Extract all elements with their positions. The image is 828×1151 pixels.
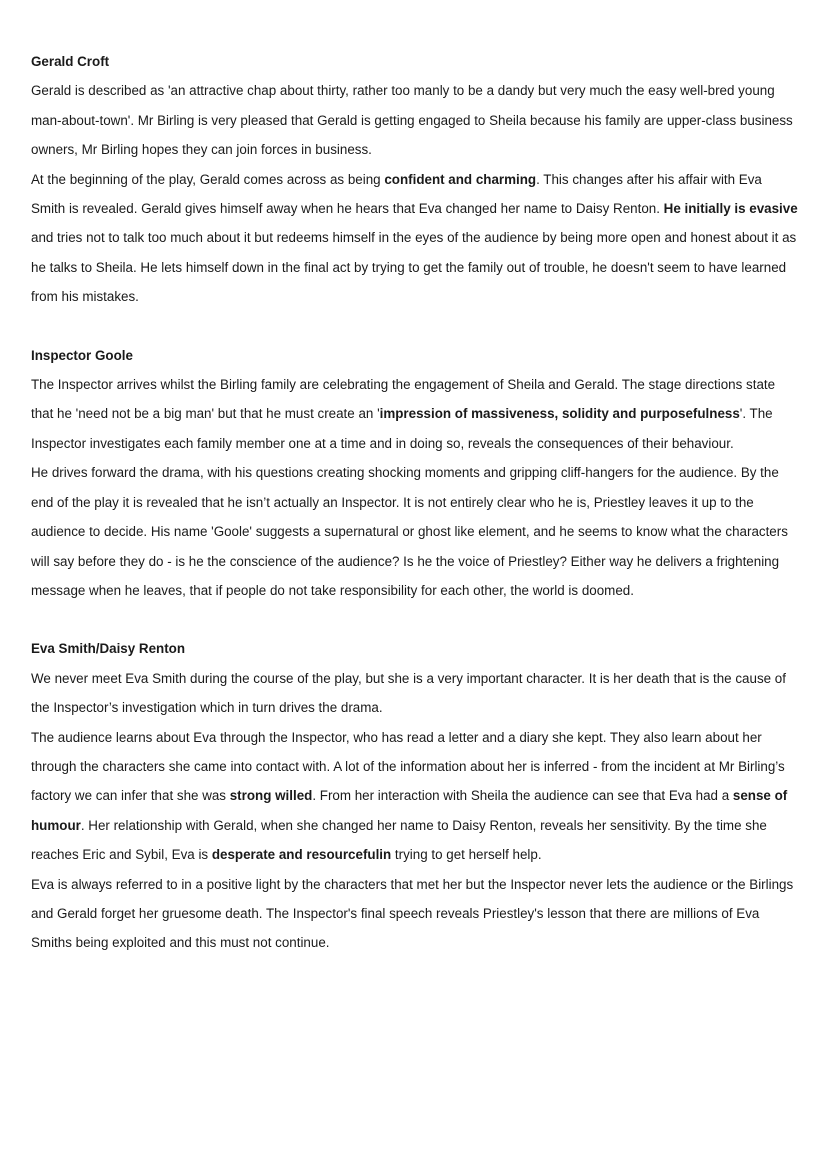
emphasis-text: sense of humour: [31, 788, 788, 833]
section-heading: Eva Smith/Daisy Renton: [31, 641, 186, 657]
section-heading: Gerald Croft: [31, 54, 110, 69]
emphasis-text: impression of massiveness, solidity and purposefulness: [379, 406, 740, 422]
text-run: . Her relationship with Gerald, when she changed her name to Daisy Renton, reveals her sensitivity. By the time she reaches Eric and Sybil, Eva is: [31, 817, 767, 863]
text-run: At the beginning of the play, Gerald comes across as being: [31, 171, 385, 187]
text-run: The Inspector arrives whilst the Birling family are celebrating the engagement of Sheila and Gerald. The stage directions state that he 'need not be a big man' but that he must create an ': [31, 377, 776, 422]
text-run: The audience learns about Eva through the Inspector, who has read a letter and a diary she kept. They also learn about her through the characters she came into contact with. A lot of the information about her is inferred - from the incident at Mr Birling’s factory we can infer that she was: [31, 729, 785, 804]
text-run: Eva is always referred to in a positive light by the characters that met her but the Inspector never lets the audience or the Birlings and Gerald forget her gruesome death. The Inspector's final speech reveals Priestley's lesson that there are millions of Eva Smiths being exploited and this must not continue.: [31, 876, 794, 951]
text-run: . From her interaction with Sheila the audience can see that Eva had a: [312, 788, 733, 804]
emphasis-text: He initially is evasive: [663, 201, 798, 217]
text-run: We never meet Eva Smith during the course of the play, but she is a very important character. It is her death that is the cause of the Inspector’s investigation which in turn drives the drama.: [31, 670, 786, 716]
paragraph: [31, 870, 798, 958]
paragraph: [31, 458, 798, 605]
text-run: '. The Inspector investigates each family member one at a time and in doing so, reveals the consequences of their behaviour.: [31, 406, 773, 451]
section-gerald-croft: [31, 47, 798, 312]
paragraph: [31, 664, 798, 723]
text-run: He drives forward the drama, with his questions creating shocking moments and gripping cliff-hangers for the audience. By the end of the play it is revealed that he isn’t actually an Inspector. It is not entirely clear who he is, Priestley leaves it up to the audience to decide. His name 'Goole' suggests a supernatural or ghost like element, and he seems to know what the characters will say before they do - is he the conscience of the audience? Is he the voice of Priestley? Either way he delivers a frightening message when he leaves, that if people do not take responsibility for each other, the world is doomed.: [31, 465, 788, 598]
text-run: and tries not to talk too much about it but redeems himself in the eyes of the audience by being more open and honest about it as he talks to Sheila. He lets himself down in the final act by trying to get the family out of trouble, he doesn't seem to have learned from his mistakes.: [31, 230, 797, 305]
emphasis-text: desperate and resourcefulin: [211, 847, 392, 863]
text-run: Gerald is described as 'an attractive chap about thirty, rather too manly to be a dandy but very much the easy well-bred young man-about-town'. Mr Birling is very pleased that Gerald is getting engaged to Sheila because his family are upper-class business owners, Mr Birling hopes they can join forces in business.: [31, 83, 793, 158]
paragraph: [31, 370, 798, 458]
text-run: trying to get herself help.: [391, 847, 542, 863]
section-inspector-goole: [31, 341, 798, 606]
paragraph: [31, 76, 798, 164]
section-eva-smith: [31, 634, 798, 957]
emphasis-text: strong willed: [229, 788, 313, 804]
paragraph: [31, 165, 798, 312]
text-run: . This changes after his affair with Eva Smith is revealed. Gerald gives himself away when he hears that Eva changed her name to Daisy Renton.: [31, 171, 762, 217]
section-heading: Inspector Goole: [31, 347, 133, 363]
emphasis-text: confident and charming: [384, 171, 537, 187]
paragraph: [31, 723, 798, 870]
